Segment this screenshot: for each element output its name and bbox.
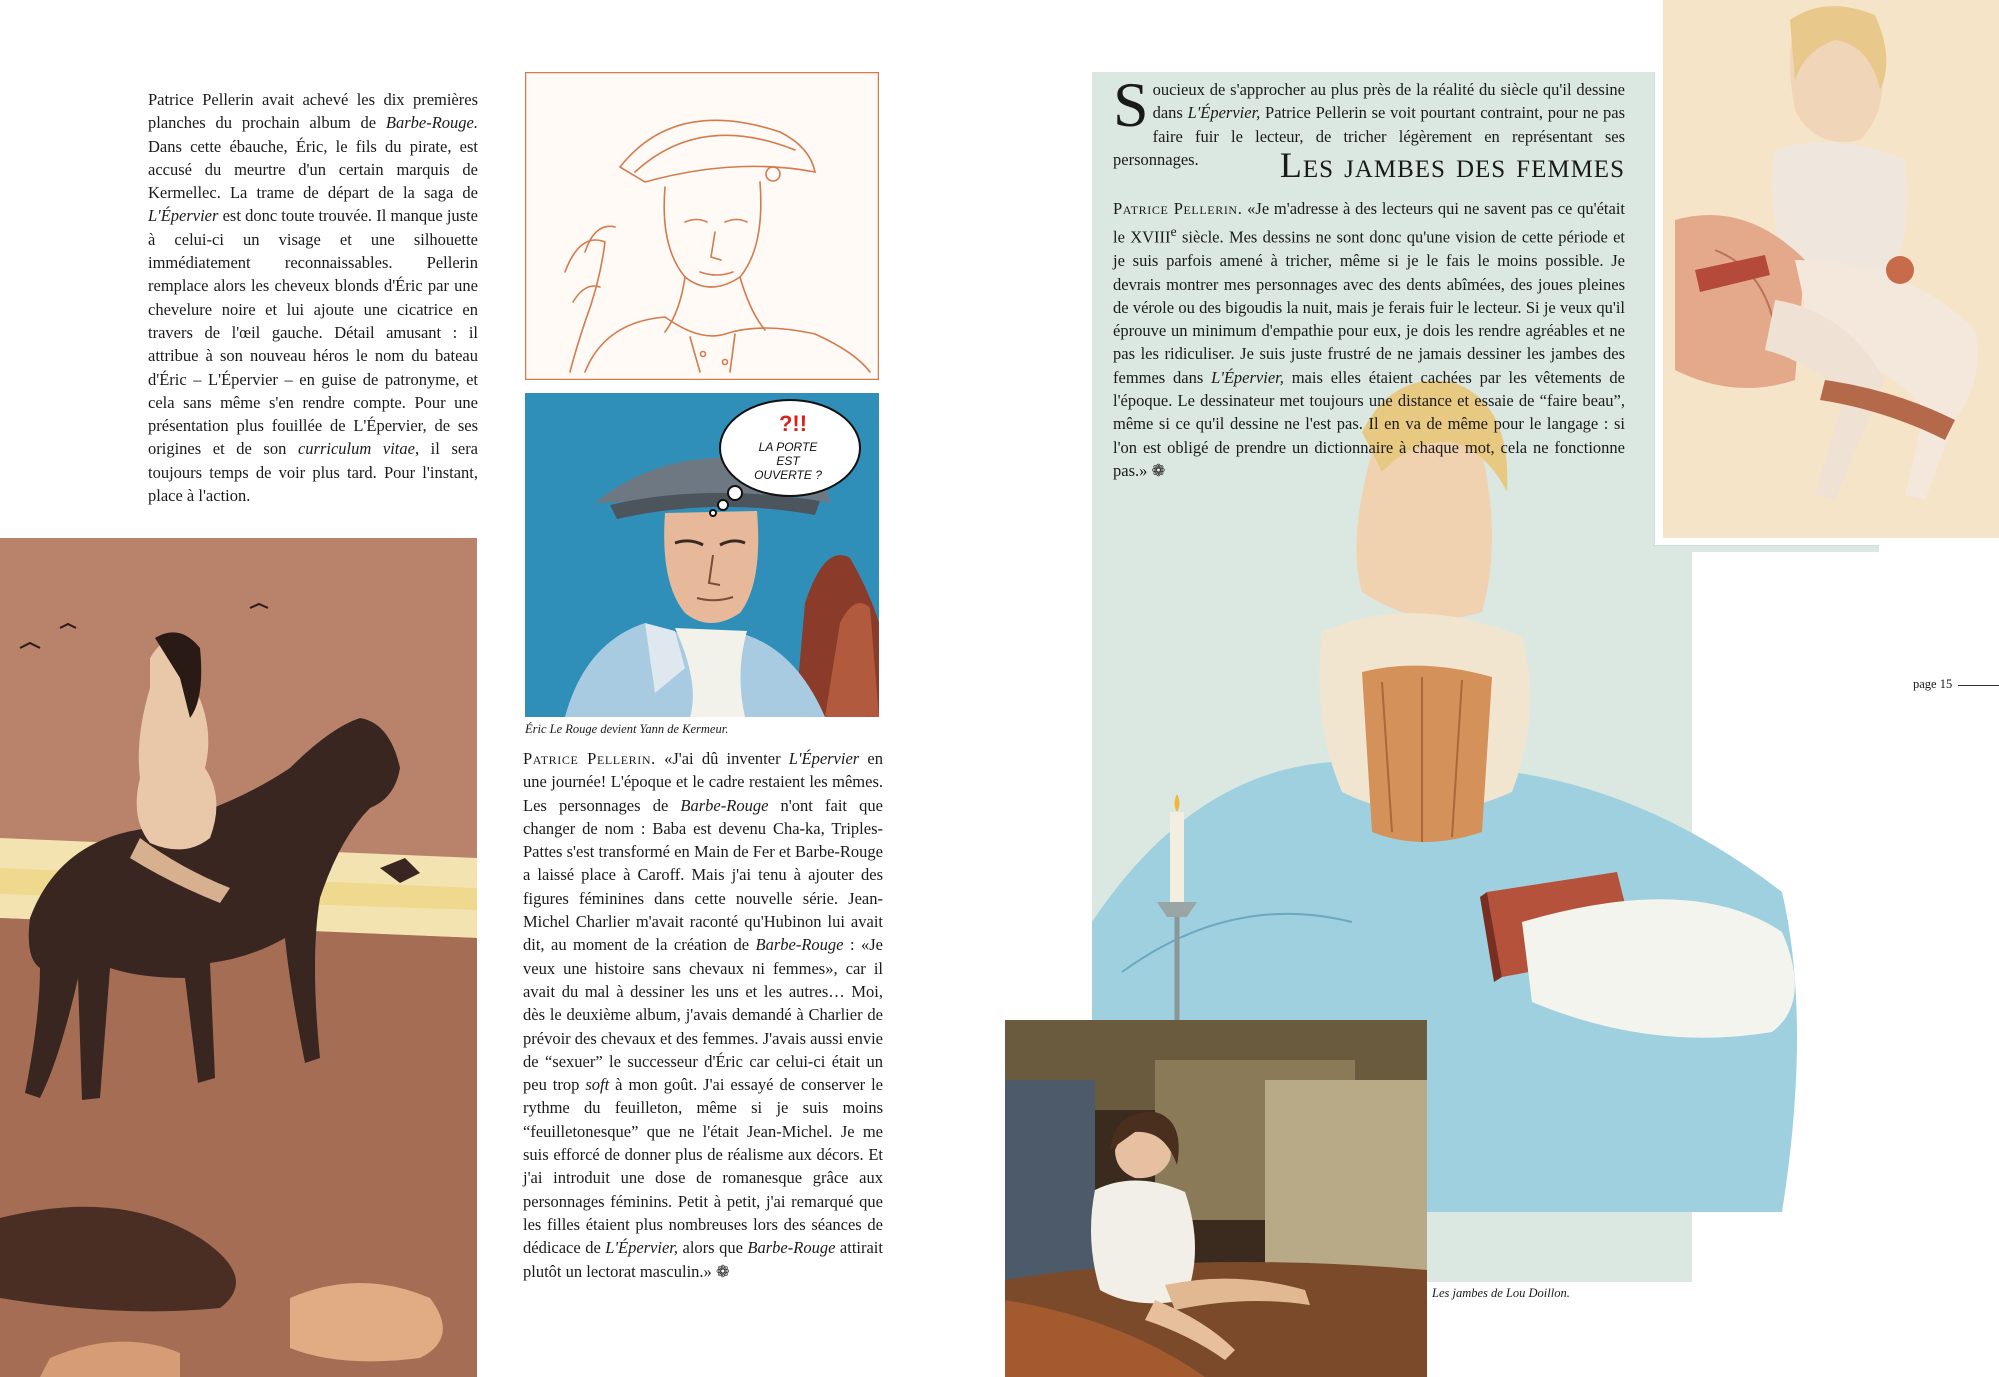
- title-epervier: L'Épervier: [148, 206, 219, 226]
- drop-cap: S: [1113, 69, 1149, 140]
- essay-intro: Soucieux de s'approcher au plus près de la réalité du siècle qu'il dessine dans L'Épervier, Patrice Pellerin se voit pourtant contraint, pour ne pas faire fuir le lecteur, de tricher légèrement en représentant ses personnages.: [1113, 69, 1625, 169]
- rider-horse-illustration: [0, 538, 477, 1377]
- page-number: page 15: [1913, 677, 1953, 691]
- bubble-line-3: OUVERTE ?: [754, 468, 822, 482]
- title-barbe-rouge: Barbe-Rouge.: [385, 113, 478, 133]
- speaker-name: Patrice Pellerin.: [1113, 199, 1243, 219]
- end-ornament-icon: ❁: [715, 1261, 730, 1281]
- bubble-line-1: LA PORTE: [758, 440, 818, 454]
- end-ornament-icon: ❁: [1151, 460, 1166, 480]
- intro-paragraph: Patrice Pellerin avait achevé les dix premières planches du prochain album de Barbe-Rouge. Dans cette ébauche, Éric, le fils du pirate, est accusé du meurtre d'un certain marquis de Kermellec. La trame de départ de la saga de L'Épervier est donc toute trouvée. Il manque juste à celui-ci un visage et une silhouette immédiatement reconnaissables. Pellerin remplace alors les cheveux blonds d'Éric par une chevelure noire et lui ajoute une cicatrice en travers de l'œil gauche. Détail amusant : il attribue à son nouveau héros le nom du bateau d'Éric – L'Épervier – en guise de patronyme, et cela sans même s'en rendre compte. Pour une présentation plus fouillée de L'Épervier, de ses origines et de son curriculum vitae, il sera toujours temps de voir plus tard. Pour l'instant, place à l'action.: [148, 90, 479, 506]
- essay-quote: Patrice Pellerin. «Je m'adresse à des lecteurs qui ne savent pas ce qu'était le XVIIIe siècle. Mes dessins ne sont donc qu'une vision de cette période et je suis parfois amené à tricher, même si je le fais le moins possible. Je devrais montrer mes personnages avec des dents abîmées, des joues pleines de vérole ou des bigoudis la nuit, mais je ferais fuir le lecteur. Si je veux qu'il éprouve un minimum d'empathie pour eux, je dois les rendre agréables et ne pas les ridiculiser. Je suis juste frustré de ne jamais dessiner les jambes des femmes dans L'Épervier, mais elles étaient cachées par les vêtements de l'époque. Le dessinateur met toujours une distance et essaie de “faire beau”, même si ce qu'il dessine ne l'est pas. Il en va de même pour le langage : si l'on est obligé de prendre un dictionnaire à chaque mot, cela ne fonctionne pas.» ❁: [1113, 199, 1626, 480]
- photo-lou-doillon: [1005, 1020, 1427, 1377]
- speaker-name: Patrice Pellerin.: [523, 749, 656, 768]
- comic-panel-illustration: [525, 393, 879, 717]
- dressing-woman-illustration: [1655, 0, 1999, 545]
- bubble-line-2: EST: [776, 454, 800, 468]
- page-number-rule: [1958, 685, 1999, 686]
- sketch-illustration: [525, 72, 879, 380]
- interview-paragraph: Patrice Pellerin. «J'ai dû inventer L'Épervier en une journée! L'époque et le cadre restaient les mêmes. Les personnages de Barbe-Rouge n'ont fait que changer de nom : Baba est devenu Cha-ka, Triples-Pattes s'est transformé en Main de Fer et Barbe-Rouge a laissé place à Caroff. Mais j'ai tenu à ajouter des figures féminines dans cette nouvelle série. Jean-Michel Charlier m'avait raconté qu'Hubinon lui avait dit, au moment de la création de Barbe-Rouge : «Je veux une histoire sans chevaux ni femmes», car il avait du mal à dessiner les uns et les autres… Moi, dès le deuxième album, j'avais demandé à Charlier de prévoir des chevaux et des femmes. J'avais aussi envie de “sexuer” le successeur d'Éric car celui-ci était un peu trop soft à mon goût. J'ai essayé de conserver le rythme du feuilleton, même si je suis moins “feuilletonesque” que ne l'était Jean-Michel. Je me suis efforcé de donner plus de réalisme aux décors. Et j'ai introduit une dose de romanesque grâce aux personnages féminins. Petit à petit, j'ai remarqué que les filles étaient plus nombreuses lors des séances de dédicace de L'Épervier, alors que Barbe-Rouge attirait plutôt un lectorat masculin.» ❁: [523, 749, 884, 1281]
- caption-eric: Éric Le Rouge devient Yann de Kermeur.: [525, 722, 729, 736]
- term-curriculum-vitae: curriculum vitae: [297, 439, 415, 459]
- essay-column: [1113, 69, 1626, 482]
- section-title: Les jambes des femmes: [1279, 145, 1625, 186]
- bubble-exclamation: ?!!: [778, 411, 808, 436]
- caption-lou-doillon: Les jambes de Lou Doillon.: [1432, 1286, 1570, 1300]
